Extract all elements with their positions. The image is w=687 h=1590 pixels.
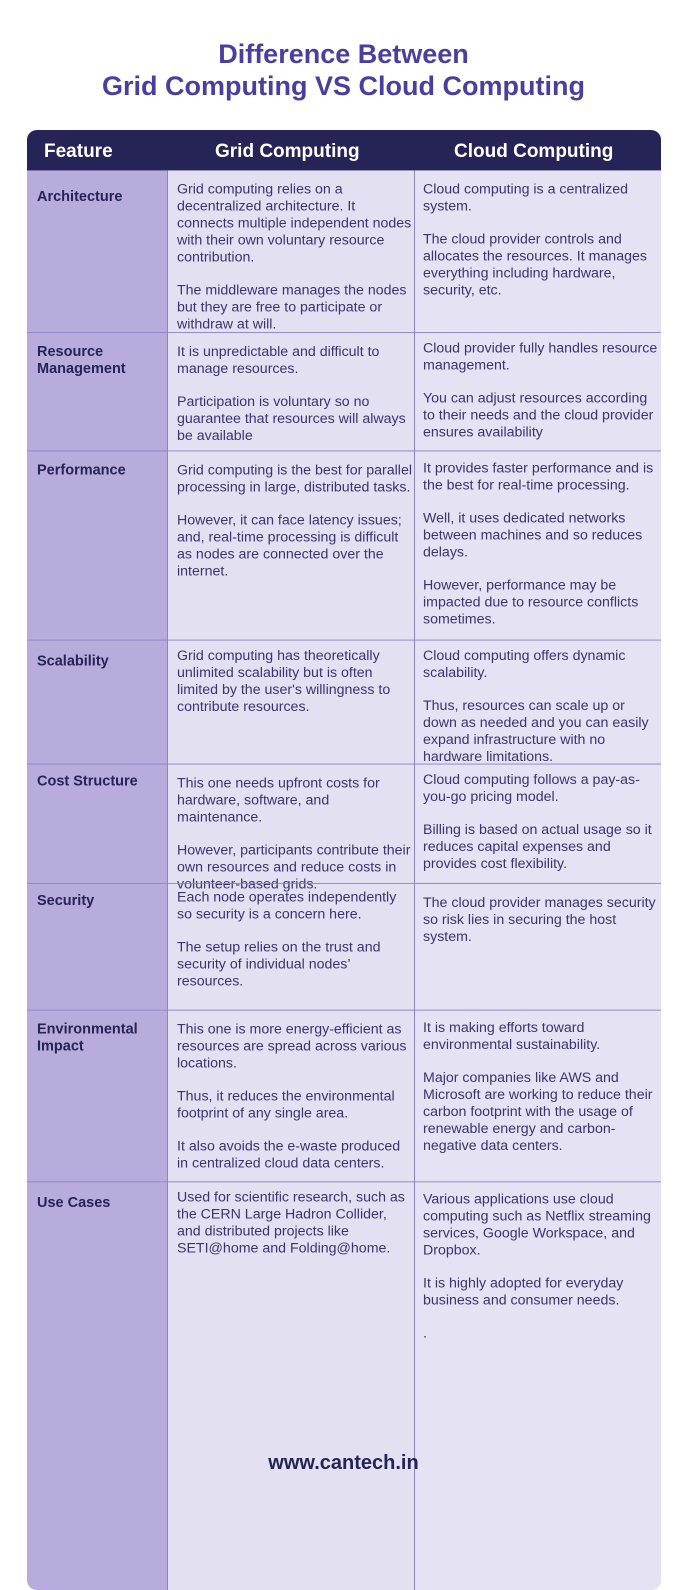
- grid-paragraph: The setup relies on the trust and security of individual nodes’ resources.: [177, 939, 381, 990]
- cloud-computing-cell: [423, 772, 659, 873]
- grid-paragraph: Each node operates independently so security is a concern here.: [177, 889, 397, 923]
- feature-label: Resource Management: [37, 343, 126, 377]
- cloud-paragraph: Cloud computing is a centralized system.: [423, 181, 629, 215]
- cloud-computing-cell: [423, 895, 659, 946]
- cloud-computing-cell: [423, 461, 659, 629]
- grid-paragraph: Used for scientific research, such as the CERN Large Hadron Collider, and distributed projects like SETI@home and Folding@home.: [177, 1189, 405, 1257]
- header-feature: Feature: [44, 141, 113, 162]
- table-row: [27, 1181, 661, 1590]
- feature-label: Use Cases: [37, 1195, 111, 1212]
- header-grid-computing: Grid Computing: [215, 141, 360, 162]
- page-title: [0, 38, 687, 102]
- feature-label: Scalability: [37, 653, 109, 670]
- grid-paragraph: It is unpredictable and difficult to manage resources.: [177, 343, 380, 377]
- table-row: [27, 883, 661, 1011]
- grid-paragraph: Participation is voluntary so no guarantee that resources will always be available: [177, 393, 406, 444]
- cloud-paragraph: Billing is based on actual usage so it reduces capital expenses and provides cost flexibility.: [423, 821, 652, 872]
- cloud-computing-cell: [423, 1191, 659, 1342]
- table-header: [27, 130, 661, 170]
- grid-paragraph: Grid computing relies on a decentralized architecture. It connects multiple independent nodes with their own voluntary resource contribution.: [177, 181, 412, 266]
- cloud-computing-cell: [423, 181, 659, 299]
- grid-computing-cell: [177, 181, 413, 333]
- cloud-paragraph: The cloud provider controls and allocates the resources. It manages everything including hardware, security, etc.: [423, 231, 647, 299]
- feature-label: Performance: [37, 462, 126, 479]
- grid-paragraph: Thus, it reduces the environmental footprint of any single area.: [177, 1088, 395, 1122]
- grid-computing-cell: [177, 776, 413, 894]
- cloud-paragraph: .: [423, 1325, 427, 1342]
- table-row: [27, 170, 661, 332]
- title-line-2: Grid Computing VS Cloud Computing: [102, 71, 585, 101]
- grid-paragraph: This one is more energy-efficient as resources are spread across various locations.: [177, 1021, 407, 1072]
- cloud-computing-cell: [423, 340, 659, 441]
- feature-label: Environmental Impact: [37, 1021, 138, 1055]
- cloud-paragraph: Cloud computing follows a pay-as-you-go pricing model.: [423, 771, 640, 805]
- cloud-paragraph: It is highly adopted for everyday business and consumer needs.: [423, 1275, 624, 1309]
- table-row: [27, 450, 661, 640]
- grid-paragraph: Grid computing has theoretically unlimited scalability but is often limited by the user's willingness to contribute resources.: [177, 647, 391, 715]
- table-row: [27, 332, 661, 451]
- cloud-paragraph: It is making efforts toward environmental sustainability.: [423, 1019, 601, 1053]
- grid-computing-cell: [177, 648, 413, 716]
- grid-paragraph: It also avoids the e-waste produced in centralized cloud data centers.: [177, 1138, 401, 1172]
- grid-computing-cell: [177, 344, 413, 445]
- cloud-paragraph: Thus, resources can scale up or down as needed and you can easily expand infrastructure with no hardware limitations.: [423, 697, 649, 765]
- grid-computing-cell: [177, 462, 413, 580]
- cloud-paragraph: Major companies like AWS and Microsoft are working to reduce their carbon footprint with the usage of renewable energy and carbon-negative data centers.: [423, 1069, 653, 1154]
- cloud-paragraph: Cloud computing offers dynamic scalability.: [423, 647, 626, 681]
- table-row: [27, 640, 661, 765]
- feature-label: Cost Structure: [37, 773, 138, 790]
- cloud-paragraph: It provides faster performance and is the best for real-time processing.: [423, 460, 654, 494]
- cloud-computing-cell: [423, 1020, 659, 1155]
- cloud-paragraph: You can adjust resources according to their needs and the cloud provider ensures availability: [423, 390, 654, 441]
- cloud-computing-cell: [423, 648, 659, 766]
- table-row: [27, 764, 661, 893]
- footer-website: www.cantech.in: [268, 1452, 419, 1474]
- grid-paragraph: However, it can face latency issues; and, real-time processing is difficult as nodes are connected over the internet.: [177, 512, 402, 580]
- header-cloud-computing: Cloud Computing: [454, 141, 614, 162]
- grid-paragraph: However, participants contribute their own resources and reduce costs in volunteer-based grids.: [177, 842, 411, 893]
- feature-label: Architecture: [37, 188, 123, 205]
- cloud-paragraph: Cloud provider fully handles resource management.: [423, 340, 658, 374]
- feature-label: Security: [37, 893, 95, 910]
- grid-paragraph: Grid computing is the best for parallel processing in large, distributed tasks.: [177, 462, 412, 496]
- grid-paragraph: The middleware manages the nodes but they are free to participate or withdraw at will.: [177, 282, 407, 333]
- title-line-1: Difference Between: [218, 39, 469, 69]
- grid-computing-cell: [177, 889, 413, 990]
- cloud-paragraph: Well, it uses dedicated networks between machines and so reduces delays.: [423, 510, 643, 561]
- grid-paragraph: This one needs upfront costs for hardware, software, and maintenance.: [177, 775, 380, 826]
- grid-computing-cell: [177, 1022, 413, 1173]
- grid-computing-cell: [177, 1190, 413, 1258]
- cloud-paragraph: The cloud provider manages security so risk lies in securing the host system.: [423, 894, 656, 945]
- comparison-table: [27, 130, 661, 1590]
- cloud-paragraph: However, performance may be impacted due to resource conflicts sometimes.: [423, 577, 639, 628]
- table-body: [27, 130, 661, 1590]
- cloud-paragraph: Various applications use cloud computing such as Netflix streaming services, Google Workspace, and Dropbox.: [423, 1191, 651, 1259]
- table-row: [27, 1010, 661, 1183]
